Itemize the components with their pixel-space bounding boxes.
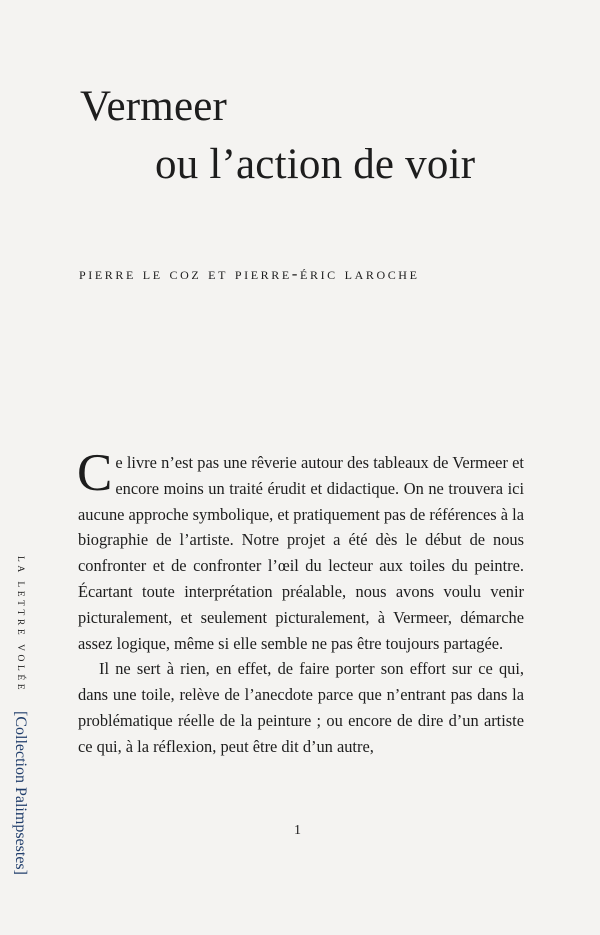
- body-text: [77, 444, 524, 760]
- drop-cap: C: [77, 444, 113, 502]
- series-label: LA LETTRE VOLÉE: [15, 556, 25, 694]
- spine: [0, 0, 40, 935]
- title-line-2: ou l’action de voir: [155, 141, 476, 188]
- paragraph-2: Il ne sert à rien, en effet, de faire porter son effort sur ce qui, dans une toile, relève de l’anecdote parce que n’entrant pas dans la problématique réelle de la peinture ; ou encore de dire d’un artiste ce qui, à la réflexion, peut être dit d’un autre,: [78, 659, 524, 756]
- title-line-1: Vermeer: [80, 83, 228, 130]
- authors: pierre le coz et pierre-éric laroche: [79, 264, 420, 283]
- collection-label: [Collection Palimpsestes]: [12, 711, 29, 875]
- page-number: 1: [294, 823, 301, 838]
- paragraph-1: [77, 444, 524, 656]
- paragraph-1-text: e livre n’est pas une rêverie autour des tableaux de Vermeer et encore moins un traité érudit et didactique. On ne trouvera ici aucune approche symbolique, et pratiquement pas de références à la biographie de l’artiste. Notre projet a été dès le début de nous confronter et de confronter l’œil du lecteur aux toiles du peintre. Écartant toute interprétation préalable, nous avons voulu venir picturalement, et seulement picturalement, à Vermeer, démarche assez logique, même si elle semble ne pas être toujours partagée.: [78, 453, 524, 653]
